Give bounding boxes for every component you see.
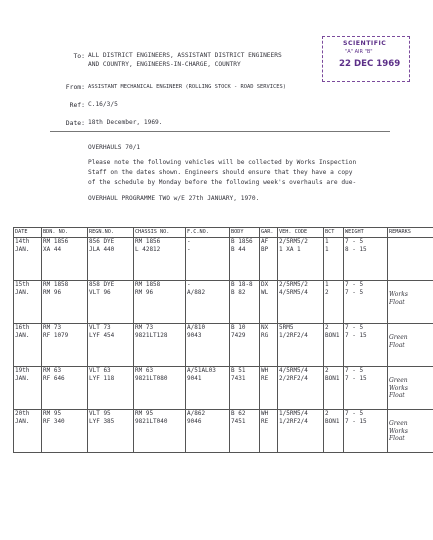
cell-bct <box>324 238 344 281</box>
cell-body-line: 7431 <box>231 374 246 382</box>
table-body <box>14 238 433 453</box>
date-label: Date: <box>65 119 85 127</box>
cell-date-line: JAN. <box>15 331 30 339</box>
cell-date-line: 15th <box>15 281 30 288</box>
cell-remarks-line: Green <box>389 420 408 427</box>
cell-bdn-no <box>42 410 88 453</box>
paragraph-line-1: Please note the following vehicles will be collected by Works Inspection <box>88 159 357 166</box>
ref-label: Ref: <box>69 101 85 109</box>
cell-bdn-no-line: RM 96 <box>43 288 62 296</box>
cell-bct-line: 1 <box>325 238 329 245</box>
cell-bct-line: 1 <box>325 281 329 288</box>
cell-regn-no <box>88 410 134 453</box>
cell-remarks-line: Works <box>389 291 408 298</box>
cell-regn-no-line: VLT 95 <box>89 410 111 417</box>
cell-weight <box>344 324 388 367</box>
cell-regn-no-line: VLT 63 <box>89 367 111 374</box>
cell-weight-line: 7 - 5 <box>345 324 364 331</box>
cell-body <box>230 410 260 453</box>
cell-bct-line: BON1 <box>325 331 340 339</box>
cell-regn-no-line: VLT 73 <box>89 324 111 331</box>
cell-bdn-no-line: RM 73 <box>43 324 62 331</box>
cell-fc-no <box>186 410 230 453</box>
cell-chassis-no-line: 9821LT040 <box>135 417 168 425</box>
cell-weight-line: 7 - 5 <box>345 281 364 288</box>
cell-veh-code <box>278 324 324 367</box>
cell-veh-code-line: 1/2RF2/4 <box>279 417 308 425</box>
cell-veh-code-line: 4/5RM5/4 <box>279 367 308 374</box>
paragraph-line-2: Staff on the dates shown. Engineers should ensure that they have a copy <box>88 169 353 176</box>
cell-regn-no <box>88 324 134 367</box>
header-bdn-no: BDN. NO. <box>42 228 88 238</box>
cell-veh-code-line: 2/5RM5/2 <box>279 238 308 245</box>
header-body: BODY <box>230 228 260 238</box>
programme-line: OVERHAUL PROGRAMME TWO w/E 27th JANUARY, 1970. <box>88 195 260 202</box>
cell-fc-no-line: - <box>187 238 191 245</box>
header-divider <box>50 131 390 132</box>
cell-weight-line: 7 - 5 <box>345 410 364 417</box>
cell-date-line: 16th <box>15 324 30 331</box>
cell-remarks-line: Float <box>389 392 405 399</box>
cell-remarks-line: Float <box>389 341 405 349</box>
cell-chassis-no-line: RM 63 <box>135 367 154 374</box>
cell-remarks-line: Green <box>389 377 408 384</box>
header-chassis-no: CHASSIS NO. <box>134 228 186 238</box>
cell-body <box>230 238 260 281</box>
cell-chassis-no-line: 9821LT080 <box>135 374 168 382</box>
cell-body-line: 7451 <box>231 417 246 425</box>
cell-gar-line: WH <box>261 367 269 374</box>
cell-weight-line: 7 - 5 <box>345 238 364 245</box>
cell-veh-code <box>278 410 324 453</box>
date-value: 18th December, 1969. <box>88 119 163 126</box>
table-row <box>14 324 433 367</box>
cell-gar <box>260 238 278 281</box>
from-value: ASSISTANT MECHANICAL ENGINEER (ROLLING STOCK - ROAD SERVICES) <box>88 84 286 90</box>
cell-chassis-no <box>134 367 186 410</box>
cell-date <box>14 324 42 367</box>
cell-date-line: JAN. <box>15 417 30 425</box>
cell-bdn-no-line: XA 44 <box>43 245 62 253</box>
cell-bct <box>324 410 344 453</box>
cell-fc-no <box>186 367 230 410</box>
to-line-1: ALL DISTRICT ENGINEERS, ASSISTANT DISTRICT ENGINEERS <box>88 52 282 59</box>
cell-date-line: 20th <box>15 410 30 417</box>
cell-remarks <box>388 410 433 453</box>
cell-body <box>230 367 260 410</box>
cell-fc-no-line: - <box>187 281 191 288</box>
cell-veh-code <box>278 238 324 281</box>
cell-bdn-no-line: RM 1856 <box>43 238 69 245</box>
cell-body-line: B 1856 <box>231 238 253 245</box>
header-bct: BCT <box>324 228 344 238</box>
cell-remarks-line: Works <box>389 427 408 435</box>
cell-fc-no-line: A/882 <box>187 288 206 296</box>
cell-date-line: 19th <box>15 367 30 374</box>
cell-remarks-line: Green <box>389 334 408 341</box>
cell-veh-code-line: 2/2RF2/4 <box>279 374 308 382</box>
cell-chassis-no <box>134 281 186 324</box>
header-veh-code: VEH. CODE <box>278 228 324 238</box>
cell-gar <box>260 324 278 367</box>
cell-weight-line: 7 - 15 <box>345 417 367 425</box>
stamp-date: 22 DEC 1969 <box>339 59 401 69</box>
cell-fc-no-line: - <box>187 245 191 253</box>
cell-regn-no <box>88 367 134 410</box>
stamp-line-2: "A" AIR "B" <box>345 49 373 55</box>
cell-gar-line: DX <box>261 281 269 288</box>
cell-regn-no <box>88 281 134 324</box>
cell-bct-line: BON1 <box>325 374 340 382</box>
cell-chassis-no-line: RM 95 <box>135 410 154 417</box>
cell-chassis-no <box>134 238 186 281</box>
cell-gar <box>260 367 278 410</box>
cell-weight-line: 7 - 5 <box>345 288 364 296</box>
cell-bct <box>324 281 344 324</box>
from-label: From: <box>65 83 85 91</box>
cell-bdn-no-line: RF 340 <box>43 417 65 425</box>
cell-weight <box>344 281 388 324</box>
cell-body-line: B 44 <box>231 245 246 253</box>
cell-gar-line: WL <box>261 288 269 296</box>
cell-bdn-no-line: RF 646 <box>43 374 65 382</box>
header-remarks: REMARKS <box>388 228 433 238</box>
header-regn-no: REGN.NO. <box>88 228 134 238</box>
cell-weight <box>344 367 388 410</box>
cell-regn-no-line: LYF 454 <box>89 331 115 339</box>
cell-gar <box>260 281 278 324</box>
cell-veh-code-line: 4/5RM5/4 <box>279 288 308 296</box>
cell-chassis-no <box>134 324 186 367</box>
cell-regn-no-line: VLT 96 <box>89 288 111 296</box>
table-row <box>14 281 433 324</box>
cell-veh-code <box>278 367 324 410</box>
cell-bdn-no <box>42 367 88 410</box>
cell-chassis-no-line: RM 73 <box>135 324 154 331</box>
cell-date-line: JAN. <box>15 288 30 296</box>
cell-bdn-no <box>42 324 88 367</box>
cell-regn-no-line: 858 DYE <box>89 281 115 288</box>
cell-fc-no-line: A/51AL03 <box>187 367 216 374</box>
cell-gar-line: RG <box>261 331 269 339</box>
overhaul-table-wrapper <box>13 227 433 453</box>
table-row <box>14 367 433 410</box>
cell-veh-code-line: 5RM5 <box>279 324 294 331</box>
cell-gar-line: RE <box>261 374 269 382</box>
table-header-row <box>14 228 433 238</box>
cell-bdn-no-line: RF 1079 <box>43 331 69 339</box>
cell-veh-code <box>278 281 324 324</box>
cell-bct-line: 2 <box>325 367 329 374</box>
paragraph-line-3: of the schedule by Monday before the following week's overhauls are due- <box>88 179 357 186</box>
cell-remarks-line: Works <box>389 384 408 392</box>
cell-bdn-no-line: RM 63 <box>43 367 62 374</box>
cell-weight-line: 7 - 5 <box>345 367 364 374</box>
cell-bct-line: 2 <box>325 288 329 296</box>
cell-bdn-no-line: RM 1858 <box>43 281 69 288</box>
header-fc-no: F.C.NO. <box>186 228 230 238</box>
received-stamp <box>322 36 410 82</box>
cell-weight <box>344 238 388 281</box>
cell-gar-line: RE <box>261 417 269 425</box>
cell-weight-line: 7 - 15 <box>345 331 367 339</box>
cell-remarks <box>388 324 433 367</box>
cell-body-line: B 51 <box>231 367 246 374</box>
cell-body <box>230 281 260 324</box>
cell-date <box>14 281 42 324</box>
header-date: DATE <box>14 228 42 238</box>
cell-bct-line: 2 <box>325 410 329 417</box>
cell-chassis-no-line: 9821LT128 <box>135 331 168 339</box>
cell-veh-code-line: 1 XA 1 <box>279 245 301 253</box>
cell-remarks <box>388 281 433 324</box>
cell-date <box>14 238 42 281</box>
cell-veh-code-line: 1/2RF2/4 <box>279 331 308 339</box>
cell-body-line: B 10 <box>231 324 246 331</box>
cell-remarks-line: Float <box>389 435 405 442</box>
cell-chassis-no-line: RM 96 <box>135 288 154 296</box>
cell-bct-line: 2 <box>325 324 329 331</box>
cell-weight-line: 8 - 15 <box>345 245 367 253</box>
cell-chassis-no-line: L 42812 <box>135 245 161 253</box>
cell-fc-no-line: A/810 <box>187 324 206 331</box>
cell-body-line: B 82 <box>231 288 246 296</box>
cell-bdn-no <box>42 238 88 281</box>
cell-chassis-no <box>134 410 186 453</box>
cell-regn-no-line: LYF 118 <box>89 374 115 382</box>
cell-bdn-no-line: RM 95 <box>43 410 62 417</box>
cell-regn-no <box>88 238 134 281</box>
cell-chassis-no-line: RM 1858 <box>135 281 161 288</box>
cell-fc-no-line: 9041 <box>187 374 202 382</box>
to-line-2: AND COUNTRY, ENGINEERS-IN-CHARGE, COUNTRY <box>88 61 241 68</box>
cell-body <box>230 324 260 367</box>
cell-remarks-line: Float <box>389 298 405 306</box>
cell-date <box>14 367 42 410</box>
cell-gar-line: BP <box>261 245 269 253</box>
cell-gar <box>260 410 278 453</box>
ref-value: C.16/3/5 <box>88 101 118 108</box>
cell-weight-line: 7 - 15 <box>345 374 367 382</box>
cell-regn-no-line: 856 DYE <box>89 238 115 245</box>
cell-regn-no-line: LYF 385 <box>89 417 115 425</box>
cell-remarks <box>388 238 433 281</box>
cell-bdn-no <box>42 281 88 324</box>
cell-body-line: 7429 <box>231 331 246 339</box>
header-weight: WEIGHT <box>344 228 388 238</box>
cell-bct <box>324 367 344 410</box>
cell-remarks <box>388 367 433 410</box>
cell-date-line: JAN. <box>15 245 30 253</box>
cell-bct-line: 1 <box>325 245 329 253</box>
cell-regn-no-line: JLA 440 <box>89 245 115 253</box>
cell-fc-no <box>186 281 230 324</box>
cell-fc-no-line: 9046 <box>187 417 202 425</box>
table-row <box>14 410 433 453</box>
cell-gar-line: AF <box>261 238 269 245</box>
cell-body-line: B 62 <box>231 410 246 417</box>
cell-fc-no-line: 9043 <box>187 331 202 339</box>
cell-gar-line: WH <box>261 410 269 417</box>
cell-date-line: JAN. <box>15 374 30 382</box>
cell-weight <box>344 410 388 453</box>
cell-date-line: 14th <box>15 238 30 245</box>
cell-bct-line: BON1 <box>325 417 340 425</box>
cell-fc-no-line: A/862 <box>187 410 206 417</box>
stamp-line-1: SCIENTIFIC <box>343 40 387 47</box>
cell-chassis-no-line: RM 1856 <box>135 238 161 245</box>
to-label: To: <box>73 52 85 60</box>
table-row <box>14 238 433 281</box>
header-gar: GAR. <box>260 228 278 238</box>
cell-veh-code-line: 1/5RM5/4 <box>279 410 308 417</box>
cell-date <box>14 410 42 453</box>
cell-gar-line: NX <box>261 324 269 331</box>
cell-fc-no <box>186 238 230 281</box>
cell-body-line: B 18-8 <box>231 281 253 288</box>
subject-line: OVERHAULS 70/1 <box>88 144 141 151</box>
cell-veh-code-line: 2/5RM5/2 <box>279 281 308 288</box>
overhaul-table <box>13 227 433 453</box>
cell-fc-no <box>186 324 230 367</box>
cell-bct <box>324 324 344 367</box>
